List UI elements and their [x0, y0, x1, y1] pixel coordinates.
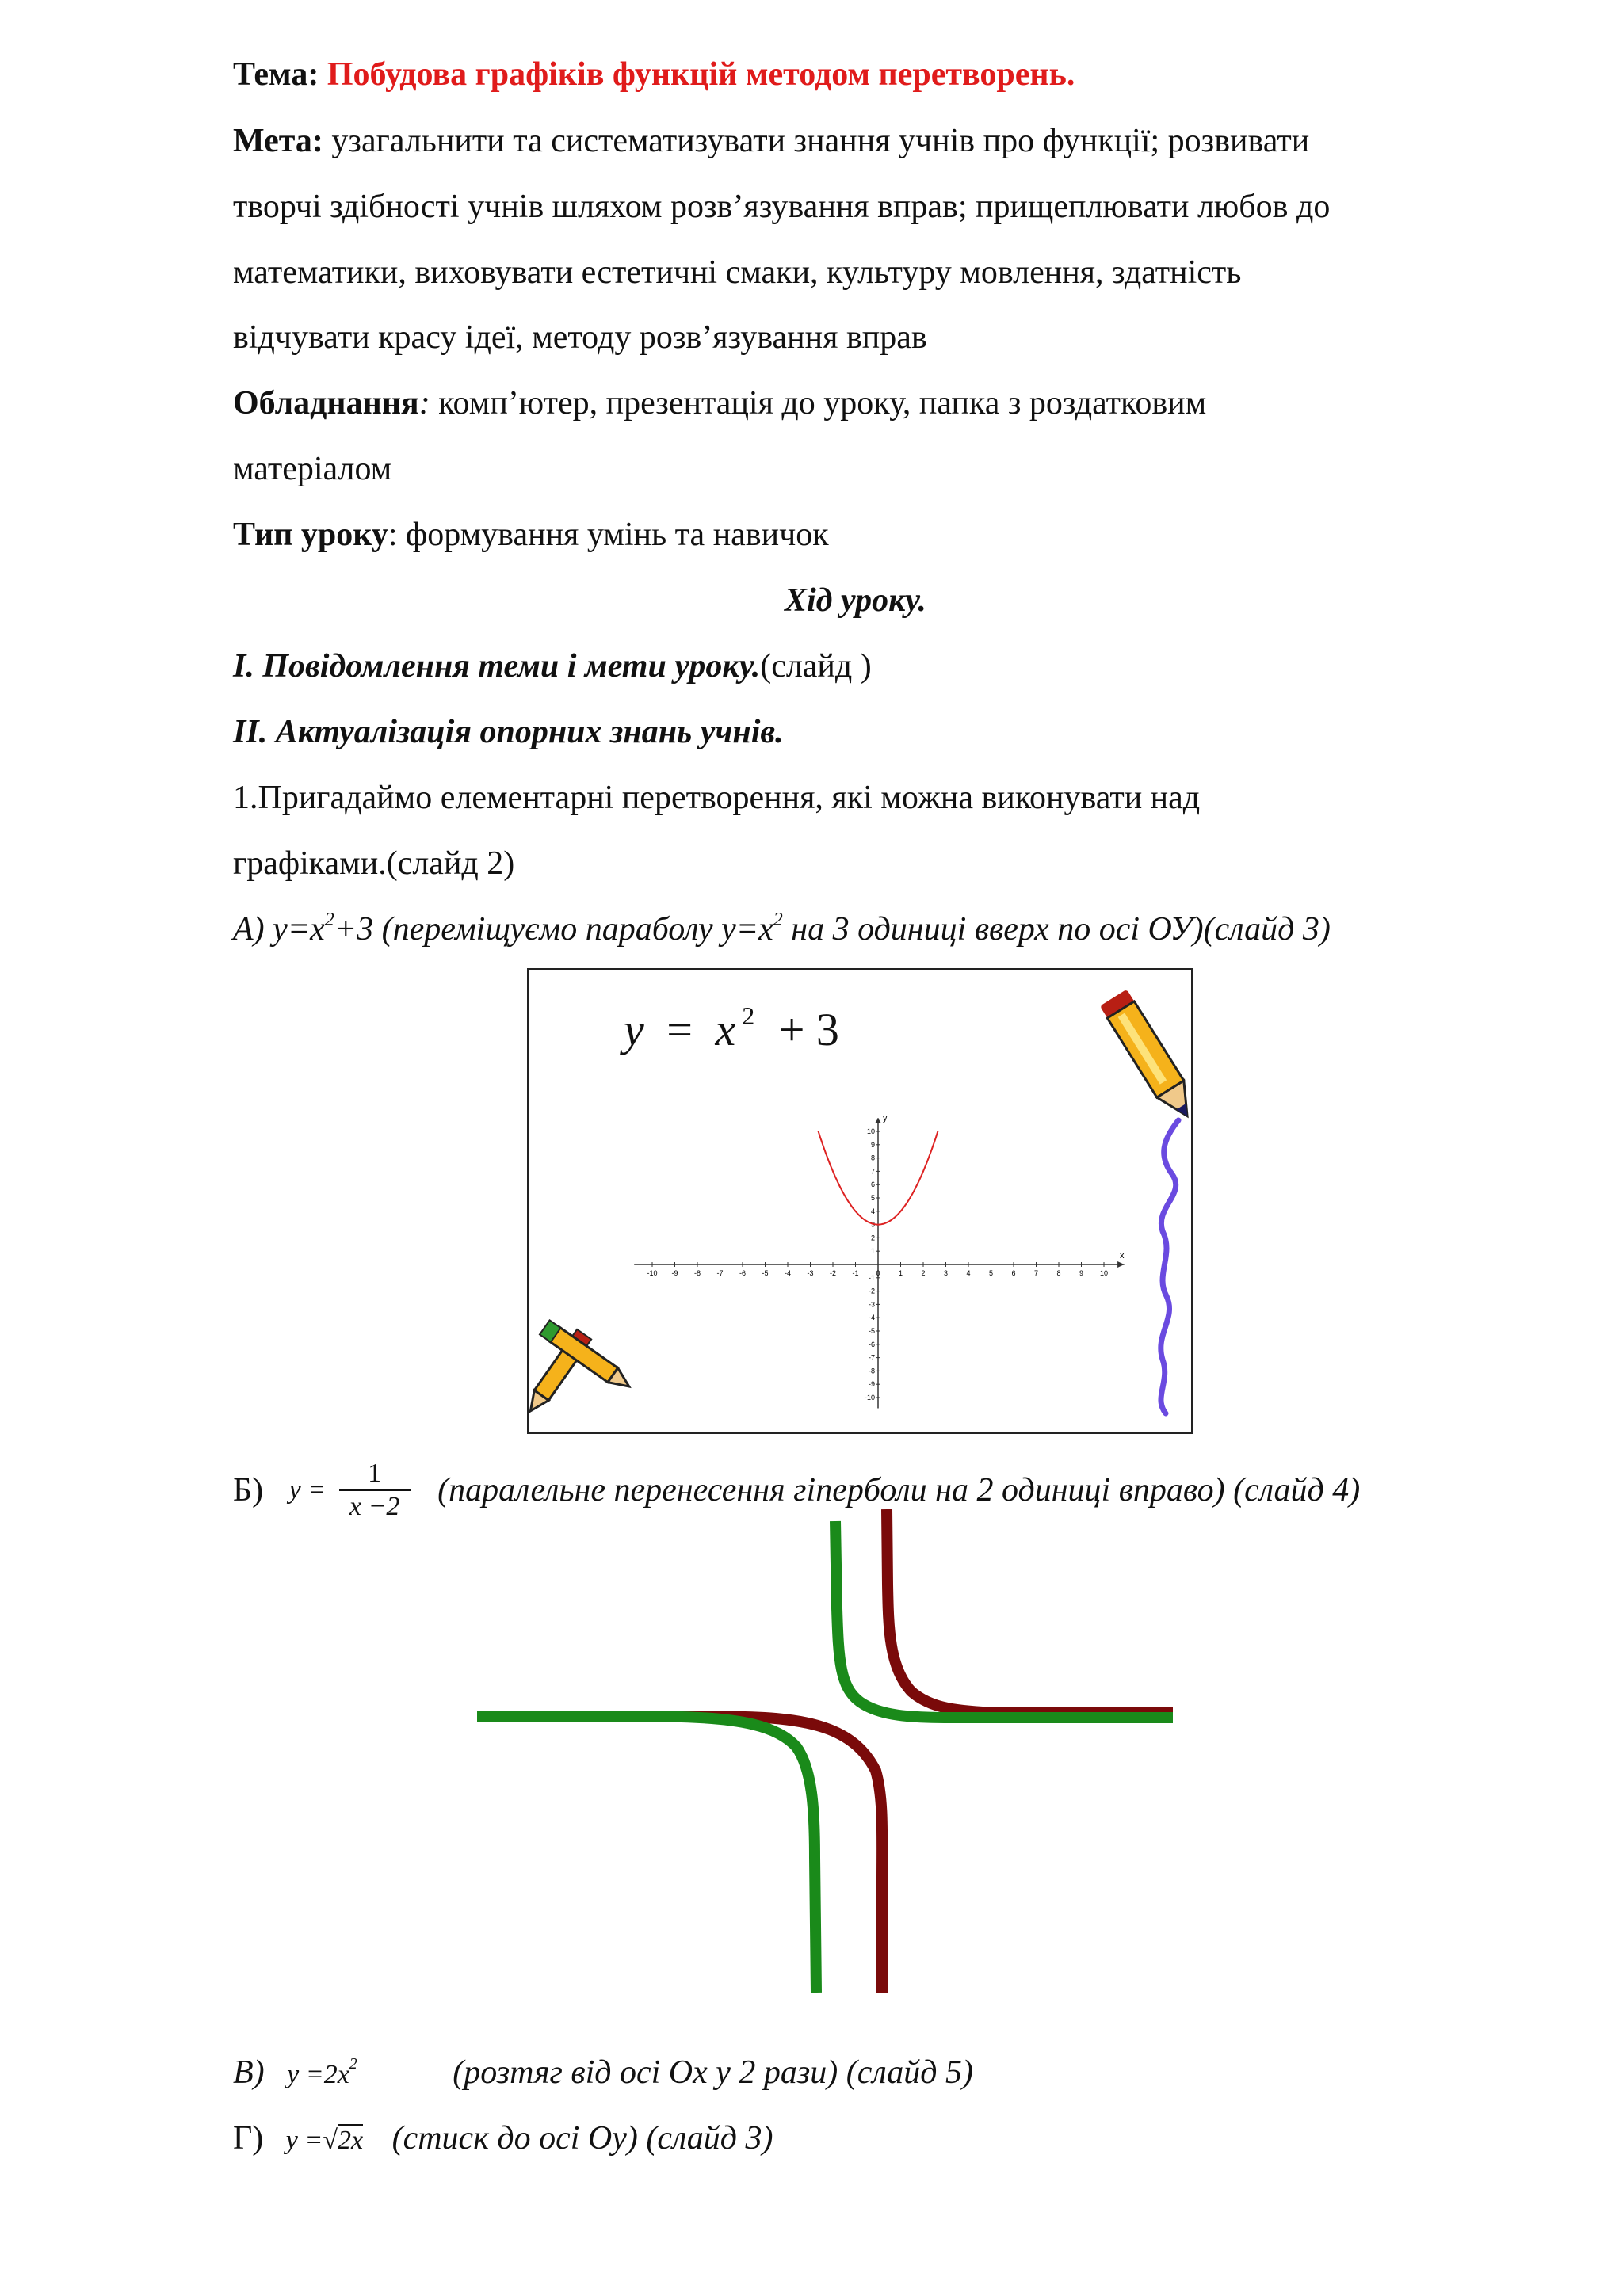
- x-axis-arrow: [1117, 1261, 1125, 1268]
- section-1: [233, 646, 872, 687]
- x-tick-label: -8: [693, 1269, 701, 1277]
- y-tick-label: -2: [868, 1287, 875, 1295]
- x-tick-label: -2: [829, 1269, 837, 1277]
- slide-frame: [527, 968, 1193, 1434]
- x-tick-label: -7: [716, 1269, 724, 1277]
- x-tick-label: 2: [921, 1269, 926, 1277]
- x-tick-label: 0: [876, 1269, 880, 1277]
- slide-formula-eq: =: [666, 1004, 693, 1055]
- x-tick-label: -4: [784, 1269, 792, 1277]
- y-axis-arrow: [875, 1118, 881, 1123]
- item-a-exponent: 2: [324, 910, 334, 930]
- item-g-text: (стиск до осі Оу) (слайд 3): [391, 2120, 773, 2157]
- y-tick-label: 7: [870, 1167, 875, 1176]
- item-g-radicand: 2x: [338, 2126, 364, 2155]
- y-tick-label: 6: [870, 1180, 875, 1189]
- equipment-label: Обладнання: [233, 385, 419, 421]
- x-tick-label: 5: [988, 1269, 994, 1277]
- maroon-lower-branch: [477, 1717, 882, 1993]
- goal-line-3: математики, виховувати естетичні смаки, культуру мовлення, здатність: [233, 254, 1242, 291]
- slide-formula-exp: 2: [742, 1001, 755, 1030]
- hyperbola-figure: [444, 1509, 1197, 2064]
- item-v-formula: y =2x: [287, 2060, 349, 2089]
- item-v-text: (розтяг від осі Ох у 2 рази) (слайд 5): [453, 2054, 973, 2091]
- item-a-mid: +3 (переміщуємо параболу y=x: [334, 911, 773, 948]
- x-tick-label: 7: [1033, 1269, 1039, 1277]
- x-tick-label: 10: [1099, 1269, 1109, 1277]
- x-tick-label: -9: [671, 1269, 678, 1277]
- y-tick-label: 2: [870, 1234, 875, 1242]
- item-b-y: y =: [288, 1475, 327, 1505]
- x-tick-label: -10: [647, 1269, 658, 1277]
- item-a: [233, 909, 1331, 950]
- crossed-pencils-icon: [529, 1320, 634, 1416]
- item-b-numerator: 1: [368, 1459, 382, 1488]
- lesson-heading: Хід уроку.: [785, 582, 926, 619]
- x-axis-label: x: [1119, 1251, 1125, 1261]
- section-2-title: II. Актуалізація опорних знань учнів.: [233, 714, 784, 750]
- x-tick-label: 9: [1079, 1269, 1084, 1277]
- x-tick-label: -6: [739, 1269, 747, 1277]
- y-tick-label: -5: [868, 1327, 875, 1335]
- y-tick-label: 8: [870, 1154, 875, 1162]
- equipment-colon: :: [418, 385, 430, 421]
- maroon-upper-branch: [887, 1509, 1173, 1713]
- topic-text: Побудова графіків функцій методом перетворень.: [327, 56, 1075, 93]
- pencil-icon: [1100, 990, 1191, 1124]
- item-a-suffix: на 3 одиниці вверх по осі ОУ)(слайд 3): [782, 911, 1331, 948]
- y-tick-label: -1: [868, 1273, 875, 1282]
- lesson-type-label: Тип уроку: [233, 517, 388, 553]
- item-v: [233, 2052, 973, 2096]
- goal-line-2: творчі здібності учнів шляхом розв’язування вправ; прищеплювати любов до: [233, 189, 1331, 225]
- goal-line-4: відчувати красу ідеї, методу розв’язування вправ: [233, 319, 927, 356]
- x-tick-label: 1: [898, 1269, 903, 1277]
- plot-group: [634, 1114, 1125, 1409]
- goal-text-1: узагальнити та систематизувати знання учнів про функції; розвивати: [331, 123, 1310, 159]
- slide-formula-x: x: [715, 1004, 736, 1055]
- y-tick-label: -10: [864, 1394, 875, 1402]
- y-tick-label: 5: [870, 1194, 875, 1202]
- slide-formula-y: y: [624, 1004, 644, 1055]
- item-a-exponent-2: 2: [773, 910, 783, 930]
- item-v-exponent: 2: [349, 2055, 357, 2073]
- x-tick-label: -1: [852, 1269, 859, 1277]
- lesson-type-text: : формування умінь та навичок: [388, 517, 829, 553]
- topic-line: [233, 54, 1075, 95]
- x-tick-label: 3: [943, 1269, 949, 1277]
- item-b-denominator: x −2: [339, 1489, 411, 1523]
- squiggle-decoration: [1161, 1120, 1178, 1413]
- item-a-prefix: А) y=x: [233, 911, 325, 948]
- lesson-type-line: [233, 514, 829, 555]
- x-tick-label: -3: [807, 1269, 814, 1277]
- section-1-title: I. Повідомлення теми і мети уроку.: [233, 648, 761, 685]
- y-axis-label: y: [883, 1113, 888, 1123]
- item-v-label: В): [233, 2054, 265, 2091]
- item-g-label: Г): [233, 2120, 264, 2157]
- parabola-plot: [529, 970, 1191, 1432]
- sqrt-sign: √: [323, 2126, 338, 2155]
- item-g: [233, 2118, 773, 2161]
- item-g-formula-left: y =: [285, 2126, 323, 2155]
- equipment-text-1: комп’ютер, презентація до уроку, папка з роздатковим: [430, 385, 1207, 421]
- slide-formula-plus: + 3: [778, 1004, 839, 1055]
- item-b-label: Б): [233, 1472, 264, 1508]
- y-tick-label: -7: [868, 1353, 875, 1362]
- y-tick-label: 9: [870, 1140, 875, 1149]
- goal-label: Мета:: [233, 123, 323, 159]
- y-tick-label: 1: [870, 1247, 875, 1256]
- section-1-slide: (слайд ): [760, 648, 872, 685]
- y-tick-label: -8: [868, 1367, 875, 1375]
- item-1-line-1: 1.Пригадаймо елементарні перетворення, які можна виконувати над: [233, 780, 1201, 816]
- y-tick-label: 10: [866, 1127, 875, 1135]
- equipment-line-2: матеріалом: [233, 451, 392, 487]
- y-tick-label: -9: [868, 1380, 875, 1389]
- x-tick-label: -5: [762, 1269, 769, 1277]
- y-tick-label: -4: [868, 1314, 875, 1322]
- y-tick-label: 4: [870, 1207, 875, 1215]
- item-b-text: (паралельне перенесення гіперболи на 2 одиниці вправо) (слайд 4): [437, 1472, 1361, 1508]
- goal-line-1: [233, 120, 1309, 162]
- x-tick-label: 6: [1011, 1269, 1016, 1277]
- x-tick-label: 4: [966, 1269, 971, 1277]
- equipment-line-1: [233, 383, 1206, 424]
- y-tick-label: -3: [868, 1300, 875, 1309]
- item-1-line-2: графіками.(слайд 2): [233, 845, 515, 882]
- item-b-fraction: [339, 1458, 411, 1523]
- x-tick-label: 8: [1056, 1269, 1061, 1277]
- y-tick-label: -6: [868, 1340, 875, 1348]
- topic-label: Тема:: [233, 56, 319, 93]
- y-tick-label: 3: [870, 1220, 875, 1229]
- green-lower-branch: [477, 1717, 816, 1993]
